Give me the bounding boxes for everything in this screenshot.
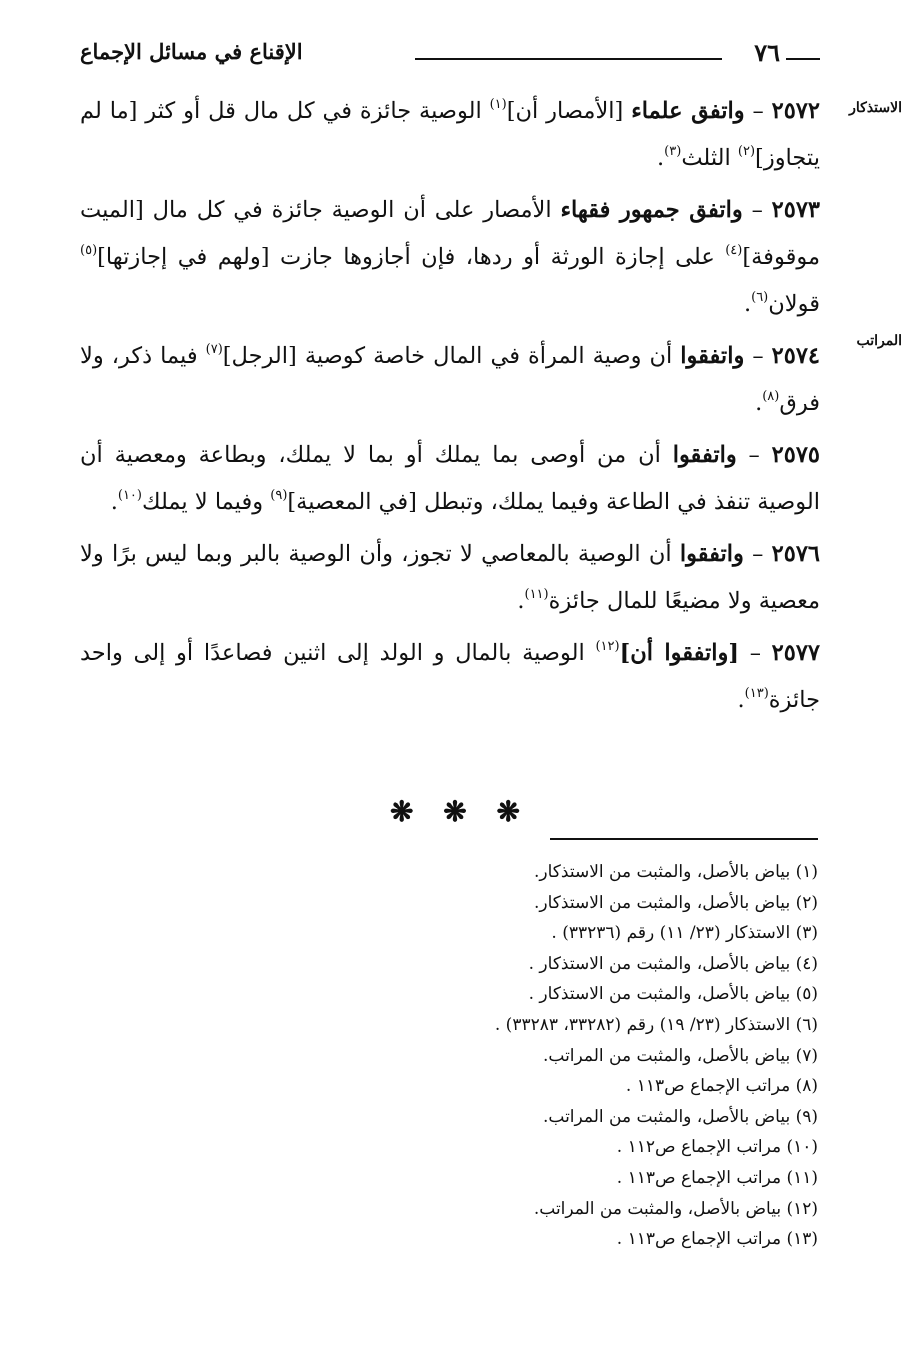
header-rule-right [786,58,820,60]
paragraph-2572: ٢٥٧٢ – واتفق علماء [الأمصار أن]$^{(١)}$ الوصية جائزة في كل مال قل أو كثر [ما لم يتجاوز]$^{(٢)}$ الثلث$^{(٣)}$. [80,97,820,171]
footnote-ref[interactable]: (٧) [205,342,223,357]
footnote-13: (١٣) مراتب الإجماع ص١١٣ . [616,1229,818,1250]
footnote-ref[interactable]: (١٣) [744,686,769,701]
issue-number: ٢٥٧٦ [771,541,820,567]
issue-text: وفيما لا يملك [142,489,271,515]
issue-text: أن الوصية بالمعاصي لا تجوز، وأن الوصية بالبر وبما ليس برًا ولا معصية ولا مضيعًا للمال جائزة [80,541,820,614]
issue-text: قولان [768,291,820,317]
margin-note-istidhkar: الاستذكار [849,100,902,116]
footnote-ref[interactable]: (١١) [524,587,549,602]
footnote-ref[interactable]: (٤) [725,243,743,258]
issue-number: ٢٥٧٢ [771,98,820,124]
issue-number: ٢٥٧٥ [771,442,820,468]
footnote-1: (١) بياض بالأصل، والمثبت من الاستذكار. [534,862,818,882]
footnote-ref[interactable]: (٢) [737,144,756,159]
margin-note-maratib: المراتب [856,333,902,349]
issue-text: على إجازة الورثة أو ردها، فإن أجازوها جازت [ولهم في إجازتها] [97,244,726,270]
issue-text: الثلث [681,145,738,171]
issue-text: . [755,390,763,416]
paragraph-2577: ٢٥٧٧ – [واتفقوا أن]$^{(١٢)}$ الوصية بالمال و الولد إلى اثنين فصاعدًا أو إلى واحد جائزة$^{(١٣)}$. [80,639,820,713]
issue-lead: واتفقوا [680,343,745,369]
page-number: ٧٦ [754,38,780,67]
footnote-4: (٤) بياض بالأصل، والمثبت من الاستذكار . [528,953,818,974]
footnote-2: (٢) بياض بالأصل، والمثبت من الاستذكار. [534,892,818,913]
issue-text: . [110,489,118,515]
issue-text: . [743,291,752,317]
footnote-3: (٣) الاستذكار (٢٣/ ١١) رقم (٣٣٢٣٦) . [551,923,818,944]
issue-text: [الأمصار أن] [506,98,632,124]
issue-text: الوصية بالمال و الولد إلى اثنين فصاعدًا أو إلى واحد جائزة [80,640,820,713]
page-header [80,36,820,76]
footnote-9: (٩) بياض بالأصل، والمثبت من المراتب. [542,1106,818,1127]
footnote-ref[interactable]: (٣) [664,144,682,159]
footnote-ref[interactable]: (١٢) [595,639,620,654]
footnote-12: (١٢) بياض بالأصل، والمثبت من المراتب. [533,1198,818,1219]
footnote-ref[interactable]: (٨) [762,389,780,404]
issue-text: . [737,687,745,713]
paragraph-2574: ٢٥٧٤ – واتفقوا أن وصية المرأة في المال خاصة كوصية [الرجل]$^{(٧)}$ فيما ذكر، ولا فرق$^{(٨)}$. [80,342,820,416]
footnote-ref[interactable]: (٦) [751,290,769,305]
issue-number: ٢٥٧٤ [771,343,820,369]
running-title: الإقناع في مسائل الإجماع [80,39,303,64]
footnote-11: (١١) مراتب الإجماع ص١١٣ . [616,1167,818,1188]
paragraph-2576: ٢٥٧٦ – واتفقوا أن الوصية بالمعاصي لا تجوز، وأن الوصية بالبر وبما ليس برًا ولا معصية ولا مضيعًا للمال جائزة$^{(١١)}$. [80,541,820,614]
footnote-8: (٨) مراتب الإجماع ص١١٣ . [625,1076,818,1097]
footnote-ref[interactable]: (١٠) [117,488,142,503]
footnote-ref[interactable]: (٩) [270,488,288,503]
footnote-5: (٥) بياض بالأصل، والمثبت من الاستذكار . [528,984,818,1005]
footnote-7: (٧) بياض بالأصل، والمثبت من المراتب. [542,1045,818,1066]
issue-text: أن من أوصى بما يملك أو بما لا يملك، وبطاعة ومعصية أن الوصية تنفذ في الطاعة وفيما يملك، وتبطل [في المعصية] [80,442,820,515]
issue-lead: واتفقوا [679,541,744,567]
issue-lead: واتفق جمهور فقهاء [560,197,743,223]
issue-text: الوصية جائزة في كل مال قل أو كثر [ما لم يتجاوز] [80,98,820,171]
issue-lead: واتفقوا [672,442,737,468]
issue-text: . [657,145,665,171]
issue-text: فيما ذكر، ولا فرق [80,343,820,416]
footnote-ref[interactable]: (١) [489,97,507,112]
issue-lead: واتفق علماء [631,98,745,124]
issue-text: الأمصار على أن الوصية جائزة في كل مال [الميت موقوفة] [80,197,820,270]
footnote-divider [550,838,818,840]
issue-text: أن وصية المرأة في المال خاصة كوصية [الرجل] [222,343,681,369]
paragraph-2573: ٢٥٧٣ – واتفق جمهور فقهاء الأمصار على أن الوصية جائزة في كل مال [الميت موقوفة]$^{(٤)}$ على إجازة الورثة أو ردها، فإن أجازوها جازت [ولهم في إجازتها]$^{(٥)}$ قولان$^{(٦)}$. [80,197,820,317]
main-text [80,88,820,729]
issue-text: . [517,588,525,614]
footnote-ref[interactable]: (٥) [80,243,98,258]
issue-number: ٢٥٧٣ [771,197,820,223]
section-separator-asterisks: ❋ ❋ ❋ [390,795,530,828]
footnote-10: (١٠) مراتب الإجماع ص١١٢ . [616,1137,818,1158]
paragraph-2575: ٢٥٧٥ – واتفقوا أن من أوصى بما يملك أو بما لا يملك، وبطاعة ومعصية أن الوصية تنفذ في الطاعة وفيما يملك، وتبطل [في المعصية]$^{(٩)}$ وفيما لا يملك$^{(١٠)}$. [80,442,820,515]
footnotes [298,857,818,1255]
issue-number: ٢٥٧٧ [771,640,820,666]
header-rule-middle [415,58,722,60]
issue-lead: [واتفقوا أن] [619,640,740,666]
footnote-6: (٦) الاستذكار (٢٣/ ١٩) رقم (٣٣٢٨٢، ٣٣٢٨٣) . [494,1014,818,1035]
